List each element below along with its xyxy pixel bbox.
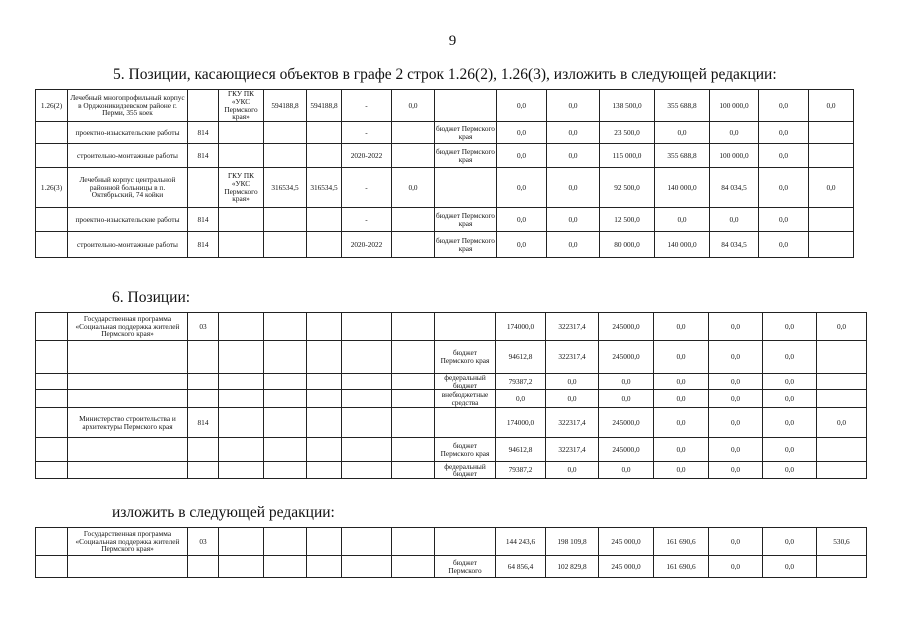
table-cell: 12 500,0 [600, 208, 655, 232]
table-cell [36, 144, 68, 168]
table-cell: 100 000,0 [710, 90, 759, 122]
table-cell [219, 390, 264, 408]
table-cell [342, 341, 392, 374]
table-cell [392, 408, 435, 438]
table-cell [188, 390, 219, 408]
table-cell [219, 144, 264, 168]
table-cell [392, 122, 435, 144]
table-cell: 23 500,0 [600, 122, 655, 144]
table-cell [342, 390, 392, 408]
page-number: 9 [448, 33, 457, 49]
table-cell [392, 528, 435, 556]
table-cell: 0,0 [497, 232, 547, 258]
table-row [36, 374, 867, 390]
table-cell: 0,0 [759, 144, 809, 168]
table-cell: 594188,8 [264, 90, 307, 122]
table-cell: 0,0 [654, 462, 709, 479]
table-cell [392, 462, 435, 479]
table-cell: 245 000,0 [599, 528, 654, 556]
table-row [36, 528, 867, 556]
table-cell: внебюджетные средства [435, 390, 496, 408]
table-cell: 0,0 [392, 168, 435, 208]
table-cell: - [342, 122, 392, 144]
table-cell: 0,0 [759, 232, 809, 258]
table-cell: 0,0 [497, 144, 547, 168]
table-row [36, 232, 854, 258]
table-cell: 0,0 [599, 374, 654, 390]
table-cell [36, 462, 68, 479]
table-cell: 115 000,0 [600, 144, 655, 168]
table-cell: 0,0 [655, 208, 710, 232]
table-cell: 322317,4 [546, 313, 599, 341]
table-cell [435, 90, 497, 122]
table-cell [809, 208, 854, 232]
table-cell: 03 [188, 313, 219, 341]
table-cell [307, 390, 342, 408]
table-cell: 245000,0 [599, 313, 654, 341]
table-cell: 174000,0 [496, 408, 546, 438]
table-cell: 322317,4 [546, 408, 599, 438]
table-cell: 0,0 [709, 313, 763, 341]
table-cell [307, 374, 342, 390]
table-cell: 0,0 [710, 208, 759, 232]
table-cell: 0,0 [763, 313, 817, 341]
table-cell: 0,0 [497, 90, 547, 122]
table-cell [817, 390, 867, 408]
table-cell: проектно-изыскательские работы [68, 208, 188, 232]
table-cell [264, 374, 307, 390]
table-cell [36, 438, 68, 462]
table-cell: - [342, 208, 392, 232]
table-cell: 0,0 [709, 390, 763, 408]
table-cell [219, 341, 264, 374]
table-cell [307, 208, 342, 232]
table-cell [188, 556, 219, 578]
table-cell: 0,0 [497, 168, 547, 208]
table-cell: 814 [188, 144, 219, 168]
section-6-table [35, 312, 867, 479]
table-cell: 0,0 [763, 556, 817, 578]
table-cell: Лечебный многопрофильный корпус в Орджоникидзевском районе г. Перми, 355 коек [68, 90, 188, 122]
table-row [36, 408, 867, 438]
table-cell: Министерство строительства и архитектуры Пермского края [68, 408, 188, 438]
table-cell [188, 462, 219, 479]
section-6-heading: 6. Позиции: [112, 289, 191, 306]
table-cell [264, 144, 307, 168]
table-cell: 64 856,4 [496, 556, 546, 578]
table-cell: 1.26(3) [36, 168, 68, 208]
table-cell: 1.26(2) [36, 90, 68, 122]
table-cell [307, 341, 342, 374]
table-cell [36, 408, 68, 438]
table-cell [264, 438, 307, 462]
table-cell [219, 374, 264, 390]
table-cell [435, 408, 496, 438]
table-cell [36, 232, 68, 258]
table-cell [219, 528, 264, 556]
table-cell: 0,0 [763, 408, 817, 438]
table-cell: 814 [188, 122, 219, 144]
table-cell [219, 122, 264, 144]
table-cell [264, 408, 307, 438]
section-5-table [35, 89, 854, 258]
table-cell: 0,0 [546, 462, 599, 479]
table-row [36, 90, 854, 122]
table-cell: Государственная программа «Социальная поддержка жителей Пермского края» [68, 528, 188, 556]
table-cell: ГКУ ПК «УКС Пермского края» [219, 90, 264, 122]
table-cell [219, 408, 264, 438]
table-cell: 144 243,6 [496, 528, 546, 556]
table-cell: 0,0 [809, 168, 854, 208]
table-cell: федеральный бюджет [435, 462, 496, 479]
table-cell [68, 390, 188, 408]
table-cell [36, 313, 68, 341]
table-cell [264, 313, 307, 341]
table-cell: 0,0 [392, 90, 435, 122]
table-cell: 0,0 [759, 208, 809, 232]
table-cell: 530,6 [817, 528, 867, 556]
table-cell [188, 374, 219, 390]
table-cell: 316534,5 [307, 168, 342, 208]
table-cell: бюджет Пермского края [435, 341, 496, 374]
table-cell: 140 000,0 [655, 232, 710, 258]
table-cell: 0,0 [497, 208, 547, 232]
table-cell [264, 122, 307, 144]
table-cell: 322317,4 [546, 438, 599, 462]
table-cell: 2020-2022 [342, 144, 392, 168]
table-cell [809, 122, 854, 144]
table-cell: 198 109,8 [546, 528, 599, 556]
table-cell [817, 438, 867, 462]
table-cell: 161 690,6 [654, 556, 709, 578]
table-cell: 0,0 [496, 390, 546, 408]
table-cell [342, 528, 392, 556]
table-cell: 174000,0 [496, 313, 546, 341]
table-cell: 0,0 [654, 438, 709, 462]
table-cell: 0,0 [763, 438, 817, 462]
table-cell: 0,0 [547, 144, 600, 168]
table-cell: строительно-монтажные работы [68, 144, 188, 168]
table-cell [392, 341, 435, 374]
table-cell: 0,0 [547, 90, 600, 122]
table-cell [219, 556, 264, 578]
table-cell [36, 556, 68, 578]
table-cell: 0,0 [763, 374, 817, 390]
table-cell: 0,0 [817, 313, 867, 341]
table-cell: 355 688,8 [655, 144, 710, 168]
table-cell [342, 556, 392, 578]
table-cell: 0,0 [759, 122, 809, 144]
table-cell: 92 500,0 [600, 168, 655, 208]
table-row [36, 313, 867, 341]
table-cell [264, 232, 307, 258]
table-cell [817, 341, 867, 374]
table-cell: 245000,0 [599, 408, 654, 438]
table-cell: 355 688,8 [655, 90, 710, 122]
table-cell [342, 438, 392, 462]
table-cell [188, 90, 219, 122]
table-cell [307, 313, 342, 341]
table-row [36, 341, 867, 374]
table-cell [36, 208, 68, 232]
table-cell: 0,0 [599, 462, 654, 479]
table-row [36, 390, 867, 408]
table-cell [68, 341, 188, 374]
table-cell [342, 374, 392, 390]
table-cell: 814 [188, 208, 219, 232]
table-cell: бюджет Пермского края [435, 438, 496, 462]
table-cell: 0,0 [547, 168, 600, 208]
table-cell: 2020-2022 [342, 232, 392, 258]
table-cell: 245000,0 [599, 438, 654, 462]
table-cell: 0,0 [763, 528, 817, 556]
table-cell: 0,0 [546, 390, 599, 408]
table-cell [264, 556, 307, 578]
table-row [36, 556, 867, 578]
table-cell: федеральный бюджет [435, 374, 496, 390]
table-cell: проектно-изыскательские работы [68, 122, 188, 144]
table-cell [68, 556, 188, 578]
table-cell [36, 528, 68, 556]
table-cell: строительно-монтажные работы [68, 232, 188, 258]
table-cell: бюджет Пермского края [435, 122, 497, 144]
table-cell [188, 438, 219, 462]
table-cell: 0,0 [654, 313, 709, 341]
table-cell: 0,0 [709, 341, 763, 374]
table-cell: Лечебный корпус центральной районной больницы в п. Октябрьский, 74 койки [68, 168, 188, 208]
table-cell [307, 144, 342, 168]
table-cell: 79387,2 [496, 462, 546, 479]
table-cell [392, 232, 435, 258]
table-cell [392, 313, 435, 341]
table-cell [219, 462, 264, 479]
table-cell [264, 462, 307, 479]
table-cell: 100 000,0 [710, 144, 759, 168]
table-cell: 84 034,5 [710, 168, 759, 208]
table-cell: 814 [188, 408, 219, 438]
table-cell: 0,0 [654, 408, 709, 438]
table-cell [36, 122, 68, 144]
table-cell [307, 438, 342, 462]
table-cell [264, 390, 307, 408]
table-cell: 316534,5 [264, 168, 307, 208]
table-cell: 245000,0 [599, 341, 654, 374]
table-cell [809, 232, 854, 258]
table-cell [392, 208, 435, 232]
table-cell [307, 232, 342, 258]
table-cell [68, 438, 188, 462]
table-row [36, 462, 867, 479]
table-cell [817, 462, 867, 479]
table-cell [264, 528, 307, 556]
table-cell [264, 208, 307, 232]
table-cell: 0,0 [809, 90, 854, 122]
section-7-table [35, 527, 867, 578]
table-cell: бюджет Пермского края [435, 144, 497, 168]
table-cell [392, 374, 435, 390]
section-7-heading: изложить в следующей редакции: [112, 504, 335, 521]
table-row [36, 168, 854, 208]
table-cell: 0,0 [710, 122, 759, 144]
table-cell: 0,0 [817, 408, 867, 438]
table-row [36, 208, 854, 232]
table-cell: бюджет Пермского края [435, 232, 497, 258]
table-cell [392, 556, 435, 578]
table-cell: - [342, 168, 392, 208]
table-cell: 0,0 [546, 374, 599, 390]
table-cell: 94612,8 [496, 341, 546, 374]
table-cell [809, 144, 854, 168]
table-cell [435, 168, 497, 208]
table-cell [307, 408, 342, 438]
table-cell [68, 462, 188, 479]
table-cell: 0,0 [763, 390, 817, 408]
table-cell: ГКУ ПК «УКС Пермского края» [219, 168, 264, 208]
table-cell: 0,0 [709, 556, 763, 578]
table-cell [392, 390, 435, 408]
table-cell [307, 556, 342, 578]
table-cell: 814 [188, 232, 219, 258]
table-cell: 0,0 [497, 122, 547, 144]
table-cell: 80 000,0 [600, 232, 655, 258]
table-cell: 0,0 [547, 232, 600, 258]
table-cell: 0,0 [709, 374, 763, 390]
table-cell [36, 341, 68, 374]
table-cell: 138 500,0 [600, 90, 655, 122]
table-cell: Государственная программа «Социальная поддержка жителей Пермского края» [68, 313, 188, 341]
table-cell [392, 438, 435, 462]
table-cell: 0,0 [654, 341, 709, 374]
table-cell [342, 462, 392, 479]
table-cell: 0,0 [547, 122, 600, 144]
table-cell [188, 168, 219, 208]
table-cell [817, 374, 867, 390]
table-cell: 94612,8 [496, 438, 546, 462]
table-cell [342, 313, 392, 341]
table-cell [342, 408, 392, 438]
table-cell: 245 000,0 [599, 556, 654, 578]
table-cell [435, 528, 496, 556]
table-cell [219, 313, 264, 341]
table-cell: 03 [188, 528, 219, 556]
table-cell: 0,0 [547, 208, 600, 232]
table-cell [219, 438, 264, 462]
table-cell [36, 374, 68, 390]
table-cell [219, 232, 264, 258]
table-cell: 0,0 [763, 462, 817, 479]
table-cell: - [342, 90, 392, 122]
table-cell [817, 556, 867, 578]
table-cell: 79387,2 [496, 374, 546, 390]
table-cell [36, 390, 68, 408]
table-cell: 0,0 [759, 90, 809, 122]
table-cell: 0,0 [654, 374, 709, 390]
table-cell: 140 000,0 [655, 168, 710, 208]
table-cell: бюджет Пермского края [435, 208, 497, 232]
table-cell: 0,0 [759, 168, 809, 208]
table-row [36, 144, 854, 168]
table-cell [219, 208, 264, 232]
table-cell: 322317,4 [546, 341, 599, 374]
table-cell [392, 144, 435, 168]
table-cell: 0,0 [709, 438, 763, 462]
table-cell: 594188,8 [307, 90, 342, 122]
table-row [36, 122, 854, 144]
table-cell: 161 690,6 [654, 528, 709, 556]
table-cell [68, 374, 188, 390]
table-row [36, 438, 867, 462]
table-cell: бюджет Пермского [435, 556, 496, 578]
table-cell: 0,0 [709, 462, 763, 479]
table-cell: 102 829,8 [546, 556, 599, 578]
table-cell [307, 122, 342, 144]
table-cell: 0,0 [709, 528, 763, 556]
table-cell [307, 462, 342, 479]
table-cell [307, 528, 342, 556]
table-cell [435, 313, 496, 341]
table-cell: 0,0 [654, 390, 709, 408]
table-cell [264, 341, 307, 374]
section-5-heading: 5. Позиции, касающиеся объектов в графе 2 строк 1.26(2), 1.26(3), изложить в следующей редакции: [113, 66, 777, 83]
table-cell: 0,0 [763, 341, 817, 374]
table-cell: 0,0 [655, 122, 710, 144]
table-cell: 0,0 [599, 390, 654, 408]
table-cell: 0,0 [709, 408, 763, 438]
table-cell [188, 341, 219, 374]
table-cell: 84 034,5 [710, 232, 759, 258]
